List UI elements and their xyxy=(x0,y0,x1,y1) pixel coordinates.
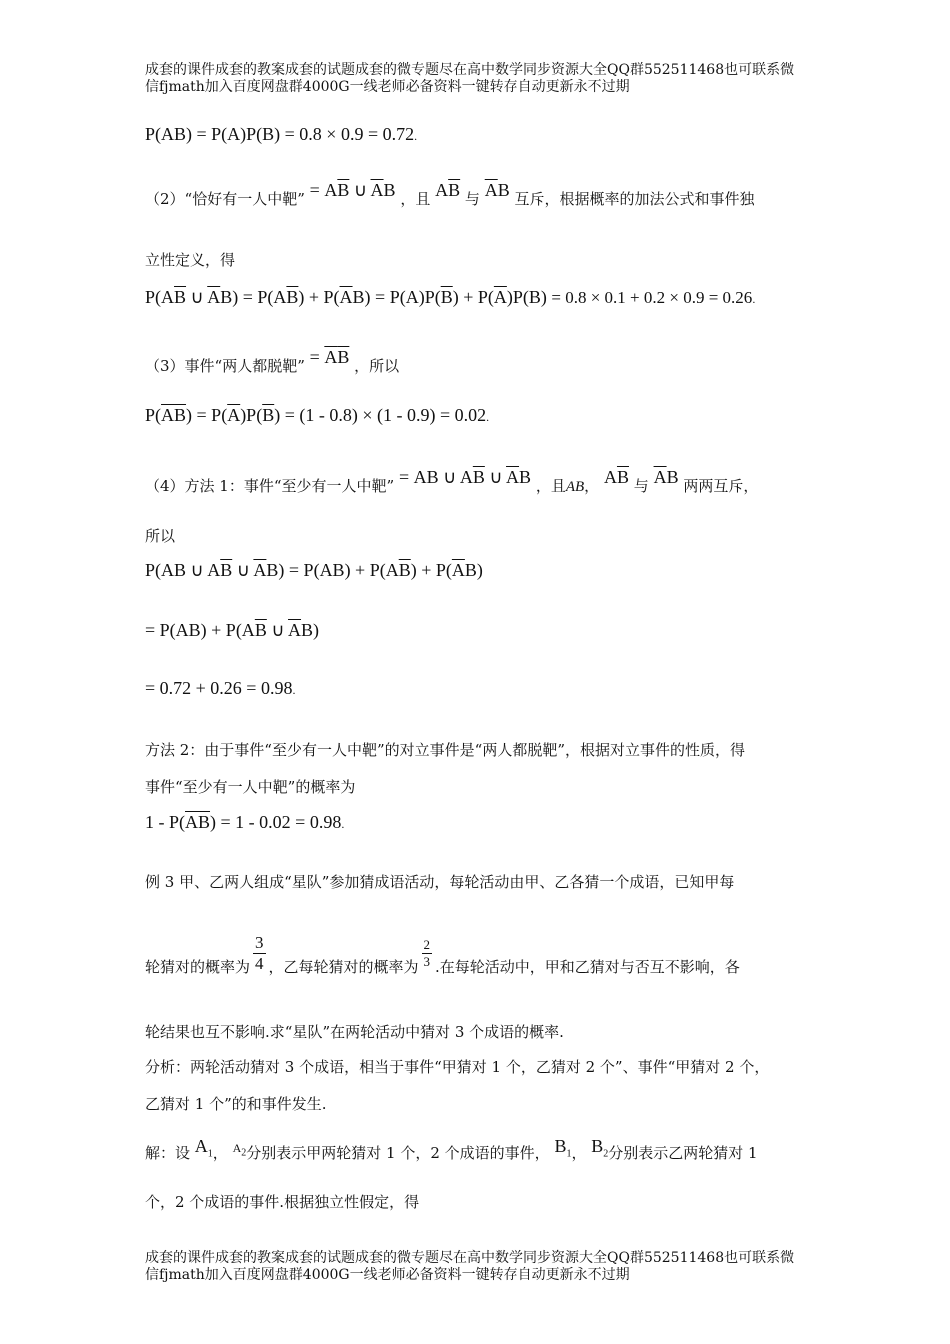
equation-1-text: P(AB) = P(A)P(B) = 0.8 × 0.9 = 0.72 xyxy=(145,124,415,144)
p2-math-1: = $A\overline{B}$ ∪ $\overline{A}B$ xyxy=(309,180,396,200)
header-notice xyxy=(145,62,815,96)
footer-notice xyxy=(145,1250,815,1284)
solution-line-2: 个，2 个成语的事件.根据独立性假定，得 xyxy=(145,1193,420,1211)
fraction-2-3-denominator: 3 xyxy=(423,954,431,969)
equation-6: = 0.72 + 0.26 = 0.98. xyxy=(145,678,296,698)
sol-text-a: 解：设 xyxy=(145,1144,191,1162)
ex3-text-a: 轮猜对的概率为 xyxy=(145,957,251,976)
analysis-line-1: 分析：两轮活动猜对 3 个成语，相当于事件“甲猜对 1 个，乙猜对 2 个”、事件“甲猜对 2 个， xyxy=(145,1058,770,1076)
paragraph-4-line-2: 所以 xyxy=(145,527,176,545)
p4-text-c: ， xyxy=(584,477,600,495)
method-2-line-1: 方法 2：由于事件“至少有一人中靶”的对立事件是“两人都脱靶”，根据对立事件的性质，得 xyxy=(145,741,745,759)
paragraph-2 xyxy=(145,180,810,209)
p2-math-2: $A\overline{B}$ xyxy=(435,180,461,200)
p4-text-e: 两两互斥， xyxy=(683,477,759,495)
p3-text-b: ，所以 xyxy=(354,357,400,375)
equation-7: $1 - P(\overline{A}\overline{B}) = 1 - 0.02 = 0.98$. xyxy=(145,812,345,832)
equation-3: $P(\overline{A}\overline{B}) = P(\overline{A})P(\overline{B}) = (1 - 0.8) \times (1 - 0.9) = 0.02$. xyxy=(145,405,490,425)
sol-text-c: 分别表示甲两轮猜对 1 个，2 个成语的事件， xyxy=(246,1144,550,1162)
sol-text-b: ， xyxy=(212,1144,228,1162)
paragraph-4 xyxy=(145,467,815,497)
p2-text-d: 互斥，根据概率的加法公式和事件独 xyxy=(514,190,755,208)
sol-text-e: 分别表示乙两轮猜对 1 xyxy=(608,1144,758,1162)
p4-math-3: $\overline{A}B$ xyxy=(653,467,679,487)
ex3-text-b: ，乙每轮猜对的概率为 xyxy=(268,957,419,976)
fraction-3-4 xyxy=(253,933,266,974)
paragraph-3 xyxy=(145,347,810,376)
equation-6-text: = 0.72 + 0.26 = 0.98 xyxy=(145,678,293,698)
equation-5: = $P(AB) + P(A\overline{B}$ ∪ $\overline{A}B$) xyxy=(145,620,320,640)
sol-math-a2: A2 xyxy=(232,1141,247,1159)
p3-math: = $\overline{A}\overline{B}$ xyxy=(309,347,350,367)
p4-text-d: 与 xyxy=(633,477,649,495)
fraction-2-3 xyxy=(422,937,433,970)
equation-2-tail: = 0.8 × 0.1 + 0.2 × 0.9 = 0.26 xyxy=(551,288,753,307)
p4-text-b: ，且 xyxy=(535,477,566,495)
p4-text-a: （4）方法 1：事件“至少有一人中靶” xyxy=(145,477,395,495)
fraction-2-3-numerator: 2 xyxy=(423,937,431,952)
equation-2: $P(A\overline{B}$ ∪ $\overline{A}B) = P(A\overline{B}) + P(\overline{A}B) = P(A)P(\overline{B}) + P(\overline{A})P(B) = 0.8 \times 0.1 + 0.2 \times 0.9 = 0.26$. xyxy=(145,287,756,307)
example-3-line-1: 例 3 甲、乙两人组成“星队”参加猜成语活动，每轮活动由甲、乙各猜一个成语，已知甲每 xyxy=(145,873,735,891)
footer-line-2: 信fjmath加入百度网盘群4000G一线老师必备资料一键转存自动更新永不过期 xyxy=(145,1267,630,1283)
p4-ab: AB xyxy=(565,479,585,495)
method-2-line-2: 事件“至少有一人中靶”的概率为 xyxy=(145,778,356,796)
header-line-2: 信fjmath加入百度网盘群4000G一线老师必备资料一键转存自动更新永不过期 xyxy=(145,79,630,95)
paragraph-2-line-2: 立性定义，得 xyxy=(145,251,236,269)
example-3-line-2 xyxy=(145,933,815,974)
equation-3-tail: = (1 - 0.8) × (1 - 0.9) = 0.02 xyxy=(284,405,487,425)
sol-math-a1: $A_1$ xyxy=(194,1136,213,1160)
p2-math-3: $\overline{A}B$ xyxy=(484,180,510,200)
p3-text-a: （3）事件“两人都脱靶” xyxy=(145,357,305,375)
equation-7-tail: = 1 - 0.02 = 0.98 xyxy=(220,812,342,832)
fraction-3-4-denominator: 4 xyxy=(255,954,264,973)
equation-1: P(AB) = P(A)P(B) = 0.8 × 0.9 = 0.72. xyxy=(145,124,418,144)
analysis-line-2: 乙猜对 1 个”的和事件发生. xyxy=(145,1095,327,1113)
ex3-text-c: .在每轮活动中，甲和乙猜对与否互不影响，各 xyxy=(435,957,740,976)
p2-text-a: （2）“恰好有一人中靶” xyxy=(145,190,305,208)
p4-math-2: $A\overline{B}$ xyxy=(603,467,629,487)
example-3-line-3: 轮结果也互不影响.求“星队”在两轮活动中猜对 3 个成语的概率. xyxy=(145,1023,564,1041)
p4-math-1: = AB ∪ $A\overline{B}$ ∪ $\overline{A}B$ xyxy=(398,467,532,487)
equation-4: P(AB ∪ $A\overline{B}$ ∪ $\overline{A}B) = P(AB) + P(A\overline{B}) + P(\overline{A}B)$ xyxy=(145,560,483,580)
sol-text-d: ， xyxy=(571,1144,587,1162)
p2-text-c: 与 xyxy=(464,190,480,208)
solution-line-1 xyxy=(145,1136,815,1171)
sol-math-b1: $B_1$ xyxy=(554,1136,572,1160)
sol-math-b2: $B_2$ xyxy=(591,1136,609,1160)
p2-text-b: ，且 xyxy=(400,190,431,208)
footer-line-1: 成套的课件成套的教案成套的试题成套的微专题尽在高中数学同步资源大全QQ群552511468也可联系微 xyxy=(145,1250,795,1266)
header-line-1: 成套的课件成套的教案成套的试题成套的微专题尽在高中数学同步资源大全QQ群552511468也可联系微 xyxy=(145,62,795,78)
fraction-3-4-numerator: 3 xyxy=(255,933,264,952)
